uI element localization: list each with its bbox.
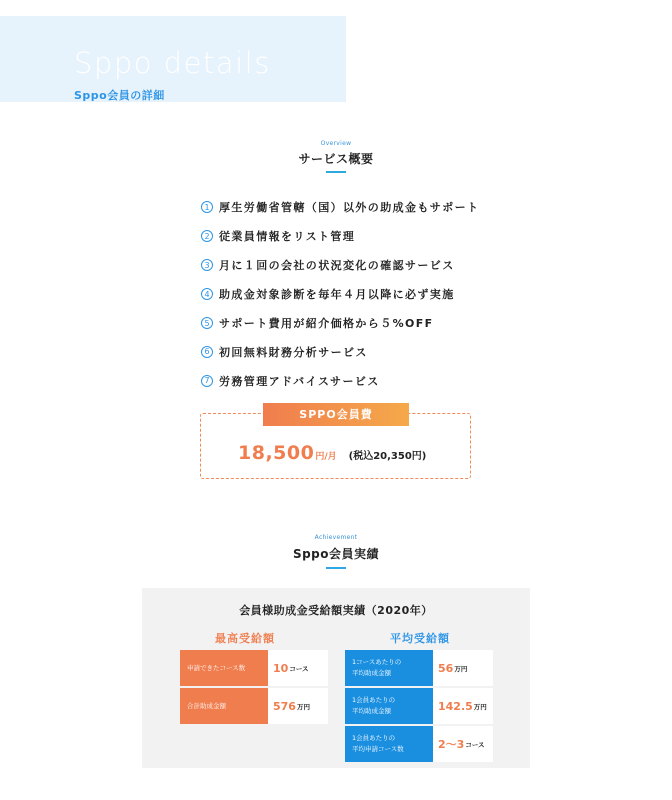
stat-value: [433, 650, 493, 686]
overview-title: サービス概要: [298, 152, 374, 166]
circled-number-icon: 3: [201, 259, 213, 271]
stat-value: [433, 688, 493, 724]
average-amount-heading: 平均受給額: [390, 632, 450, 645]
overview-label: Overview: [320, 140, 352, 147]
feature-item: [201, 309, 479, 338]
stat-label: 合計助成金額: [180, 688, 268, 724]
feature-text: 厚生労働省管轄（国）以外の助成金もサポート: [219, 201, 480, 215]
stat-label: [345, 650, 433, 686]
stat-label: [345, 726, 433, 762]
stat-unit: 万円: [454, 664, 468, 673]
membership-fee-tax-note: (税込20,350円): [348, 451, 427, 462]
circled-number-icon: 5: [201, 317, 213, 329]
feature-text: 初回無料財務分析サービス: [219, 345, 368, 359]
feature-item: [201, 251, 479, 280]
stat-value: [268, 688, 328, 724]
membership-fee-unit: 円/月: [315, 452, 337, 462]
stat-label-line: 平均助成金額: [352, 669, 391, 677]
stat-number: 142.5: [438, 699, 473, 713]
achievement-label: Achievement: [314, 534, 358, 541]
feature-item: [201, 222, 479, 251]
stat-number: 2〜3: [438, 738, 465, 751]
stat-number: 10: [273, 661, 289, 675]
achievement-underline: [326, 567, 346, 569]
achievement-panel: [142, 588, 530, 768]
stat-label-line: 1会員あたりの: [352, 696, 396, 704]
hero-title: Sppo details: [74, 46, 271, 80]
feature-text: サポート費用が紹介価格から５%OFF: [219, 317, 434, 330]
stat-unit: コース: [289, 664, 309, 673]
stat-label-line: 平均申請コース数: [352, 745, 404, 753]
feature-item: [201, 366, 479, 395]
stat-number: 576: [273, 699, 296, 713]
hero-subtitle: Sppo会員の詳細: [74, 89, 165, 102]
stat-unit: 万円: [296, 702, 310, 711]
feature-item: [201, 280, 479, 309]
feature-item: [201, 337, 479, 366]
feature-text: 労務管理アドバイスサービス: [219, 374, 380, 388]
circled-number-icon: 4: [201, 288, 213, 300]
achievement-panel-title: 会員様助成金受給額実績（2020年）: [239, 604, 433, 617]
stat-unit: 万円: [473, 702, 487, 711]
stat-label-line: 平均助成金額: [352, 707, 391, 715]
circled-number-icon: 6: [201, 346, 213, 358]
feature-list: [201, 193, 479, 395]
max-amount-heading: 最高受給額: [215, 632, 275, 645]
stat-value: [268, 650, 328, 686]
stat-label: 申請できたコース数: [180, 650, 268, 686]
membership-fee-price: 18,500: [238, 442, 315, 464]
stat-number: 56: [438, 661, 454, 675]
stat-value: [433, 726, 493, 762]
achievement-title: Sppo会員実績: [292, 547, 380, 561]
stat-unit: コース: [465, 740, 485, 749]
feature-text: 月に１回の会社の状況変化の確認サービス: [219, 259, 455, 273]
membership-fee-label: SPPO会員費: [263, 403, 409, 426]
stat-label: [345, 688, 433, 724]
overview-underline: [326, 171, 346, 173]
circled-number-icon: 1: [201, 201, 213, 213]
feature-text: 従業員情報をリスト管理: [219, 230, 356, 244]
feature-text: 助成金対象診断を毎年４月以降に必ず実施: [219, 288, 455, 302]
circled-number-icon: 2: [201, 230, 213, 242]
stat-label-line: 1会員あたりの: [352, 734, 396, 742]
hero-banner: [0, 16, 346, 102]
feature-item: [201, 193, 479, 222]
stat-label-line: 1コースあたりの: [352, 658, 402, 666]
membership-fee-row: [238, 442, 426, 464]
circled-number-icon: 7: [201, 375, 213, 387]
